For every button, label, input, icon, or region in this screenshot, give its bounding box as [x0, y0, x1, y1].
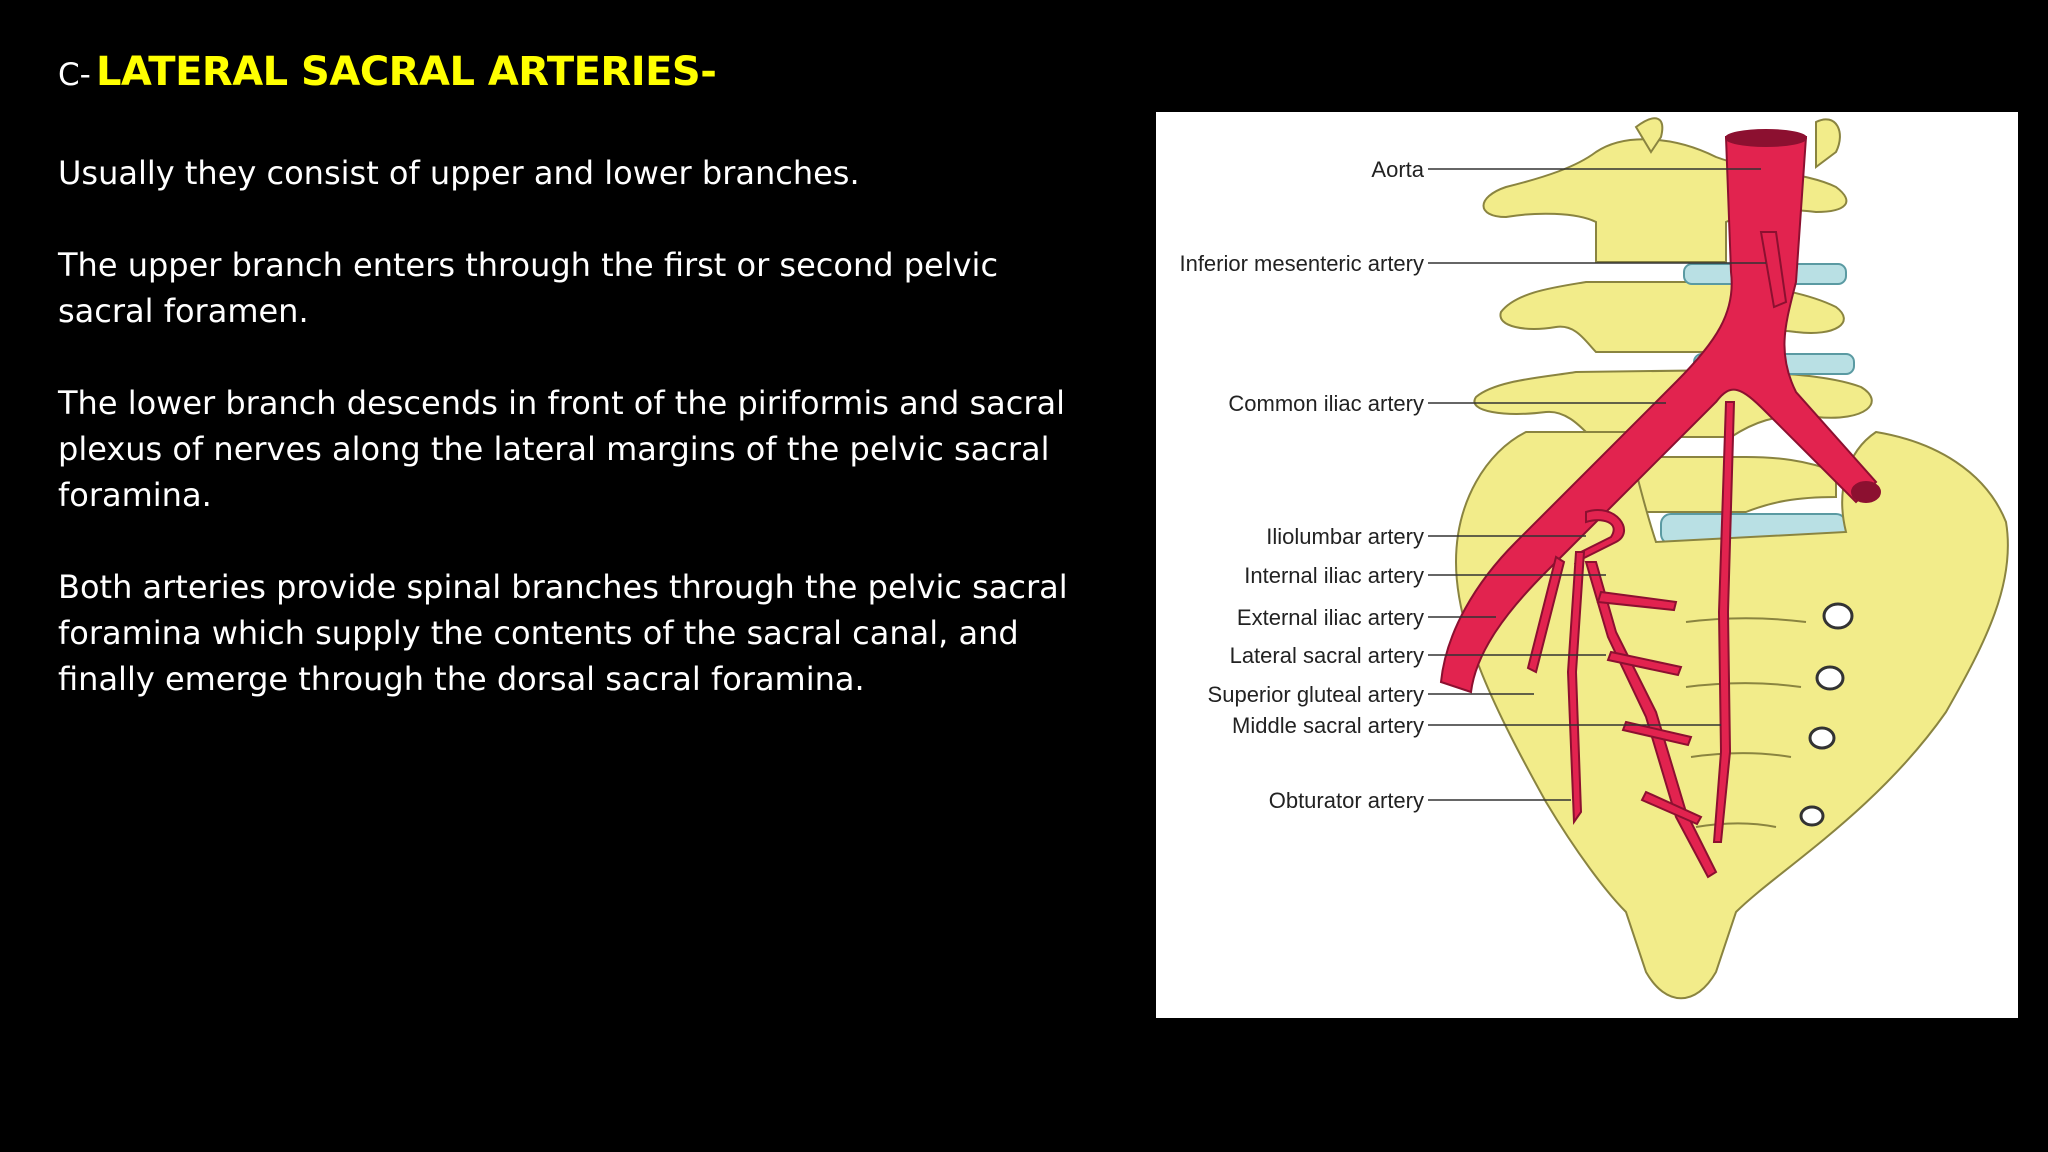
label-internal-iliac-artery: Internal iliac artery	[1244, 563, 1424, 588]
label-inferior-mesenteric-artery: Inferior mesenteric artery	[1179, 251, 1424, 276]
paragraph-upper-branch: The upper branch enters through the first or second pelvic sacral foramen.	[58, 246, 999, 330]
heading-prefix: C-	[58, 57, 91, 93]
anatomy-figure	[1156, 112, 2018, 1018]
label-obturator-artery: Obturator artery	[1268, 788, 1424, 813]
body-text	[58, 150, 1088, 748]
label-external-iliac-artery: External iliac artery	[1236, 605, 1424, 630]
paragraph-branches: Usually they consist of upper and lower branches.	[58, 154, 860, 192]
label-lateral-sacral-artery: Lateral sacral artery	[1229, 643, 1424, 668]
label-iliolumbar-artery: Iliolumbar artery	[1266, 524, 1424, 549]
paragraph-spinal-branches: Both arteries provide spinal branches through the pelvic sacral foramina which supply the contents of the sacral canal, and finally emerge through the dorsal sacral foramina.	[58, 568, 1068, 698]
label-aorta: Aorta	[1371, 157, 1424, 182]
paragraph-lower-branch: The lower branch descends in front of the piriformis and sacral plexus of nerves along the lateral margins of the pelvic sacral foramina.	[58, 384, 1065, 514]
label-common-iliac-artery: Common iliac artery	[1228, 391, 1424, 416]
label-superior-gluteal-artery: Superior gluteal artery	[1207, 682, 1424, 707]
slide-heading	[58, 49, 717, 95]
label-middle-sacral-artery: Middle sacral artery	[1232, 713, 1424, 738]
heading-title: LATERAL SACRAL ARTERIES-	[95, 49, 717, 95]
